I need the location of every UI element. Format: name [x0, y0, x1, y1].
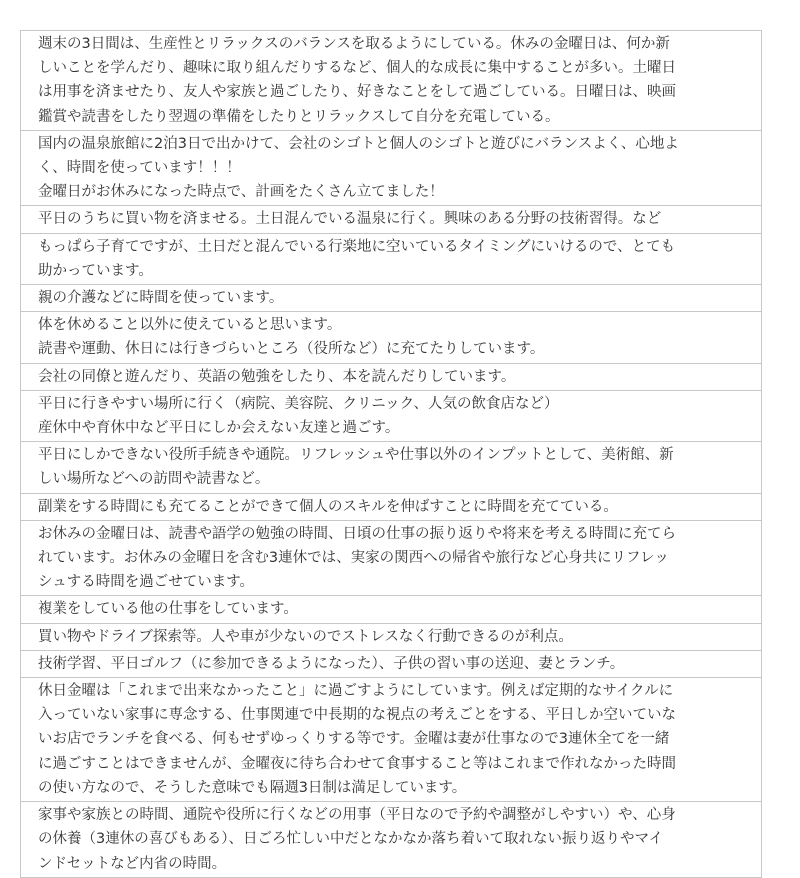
response-text-line: 副業をする時間にも充てることができて個人のスキルを伸ばすことに時間を充てている。 [38, 498, 618, 515]
response-text-line: 家事や家族との時間、通院や役所に行くなどの用事（平日なので予約や調整がしやすい）や、心身 [38, 807, 676, 824]
response-text-line: 鑑賞や読書をしたり翌週の準備をしたりとリラックスして自分を充電している。 [38, 108, 560, 125]
response-cell [21, 623, 762, 650]
response-text-line: 助かっています。 [38, 262, 153, 279]
response-text-line: ンドセットなど内省の時間。 [38, 855, 227, 872]
table-row [21, 233, 762, 284]
survey-responses-table [20, 30, 762, 878]
table-row [21, 678, 762, 802]
response-text-line: 読書や運動、休日には行きづらいところ（役所など）に充てたりしています。 [38, 341, 545, 358]
response-text-line: 産休中や育休中など平日にしか会えない友達と過ごす。 [38, 420, 400, 437]
table-row [21, 363, 762, 390]
response-text-line: 会社の同僚と遊んだり、英語の勉強をしたり、本を読んだりしています。 [38, 368, 516, 385]
table-row [21, 650, 762, 677]
response-text-line: 休日金曜は「これまで出来なかったこと」に過ごすようにしています。例えば定期的なサイクルに [38, 683, 674, 700]
response-cell [21, 31, 762, 131]
response-text-line: もっぱら子育てですが、土日だと混んでいる行楽地に空いているタイミングにいけるので、とても [38, 238, 676, 255]
response-text-line: 国内の温泉旅館に2泊3日で出かけて、会社のシゴトと個人のシゴトと遊びにバランスよく、心地よ [38, 135, 679, 152]
table-row [21, 520, 762, 596]
table-row [21, 493, 762, 520]
response-text-line: く、時間を使っています！！！ [38, 160, 241, 177]
response-cell [21, 233, 762, 284]
response-text-line: シュする時間を過ごせています。 [38, 574, 255, 591]
table-row [21, 130, 762, 206]
response-text-line: 週末の3日間は、生産性とリラックスのバランスを取るようにしている。休みの金曜日は、何か新 [38, 36, 670, 52]
response-text-line: 体を休めること以外に使えていると思います。 [38, 317, 342, 334]
response-cell [21, 312, 762, 363]
response-text-line: 入っていない家事に専念する、仕事関連で中長期的な視点の考えごとをする、平日しか空いていな [38, 707, 676, 724]
table-row [21, 623, 762, 650]
response-text-line: れています。お休みの金曜日を含む3連休では、実家の関西への帰省や旅行など心身共にリフレッ [38, 550, 669, 567]
response-cell [21, 390, 762, 441]
table-row [21, 596, 762, 623]
response-text-line: 平日のうちに買い物を済ませる。土日混んでいる温泉に行く。興味のある分野の技術習得。など [38, 211, 662, 228]
response-text-line: に過ごすことはできませんが、金曜夜に待ち合わせて食事すること等はこれまで作れなかった時間 [38, 755, 676, 772]
response-text-line: は用事を済ませたり、友人や家族と過ごしたり、好きなことをして過ごしている。日曜日は、映画 [38, 84, 676, 101]
response-text-line: 技術学習、平日ゴルフ（に参加できるようになった）、子供の習い事の送迎、妻とランチ。 [38, 655, 625, 672]
response-text-line: いお店でランチを食べる、何もせずゆっくりする等です。金曜は妻が仕事なので3連休全てを一緒 [38, 731, 670, 748]
response-text-line: 金曜日がお休みになった時点で、計画をたくさん立てました！ [38, 184, 444, 201]
response-cell [21, 363, 762, 390]
response-cell [21, 678, 762, 802]
response-text-line: しい場所などへの訪問や読書など。 [38, 471, 270, 488]
table-row [21, 802, 762, 878]
response-text-line: 平日にしかできない役所手続きや通院。リフレッシュや仕事以外のインプットとして、美術館、新 [38, 447, 674, 464]
response-cell [21, 442, 762, 493]
response-cell [21, 650, 762, 677]
response-cell [21, 206, 762, 233]
table-row [21, 442, 762, 493]
response-text-line: 買い物やドライブ探索等。人や車が少ないのでストレスなく行動できるのが利点。 [38, 628, 573, 645]
response-text-line: 平日に行きやすい場所に行く（病院、美容院、クリニック、人気の飲食店など） [38, 395, 559, 412]
response-text-line: 親の介護などに時間を使っています。 [38, 290, 284, 307]
response-cell [21, 520, 762, 596]
table-row [21, 312, 762, 363]
response-cell [21, 596, 762, 623]
response-text-line: しいことを学んだり、趣味に取り組んだりするなど、個人的な成長に集中することが多い。土曜日 [38, 60, 676, 77]
response-cell [21, 285, 762, 312]
response-cell [21, 493, 762, 520]
table-row [21, 31, 762, 131]
survey-responses-body [21, 31, 762, 878]
table-row [21, 206, 762, 233]
response-cell [21, 130, 762, 206]
response-text-line: 複業をしている他の仕事をしています。 [38, 601, 298, 618]
table-row [21, 390, 762, 441]
response-text-line: の使い方なので、そうした意味でも隔週3日制は満足しています。 [38, 779, 467, 796]
response-text-line: お休みの金曜日は、読書や語学の勉強の時間、日頃の仕事の振り返りや将来を考える時間に充てら [38, 525, 676, 542]
response-text-line: の休養（3連休の喜びもある）、日ごろ忙しい中だとなかなか落ち着いて取れない振り返りやマイ [38, 831, 664, 848]
table-row [21, 285, 762, 312]
response-cell [21, 802, 762, 878]
